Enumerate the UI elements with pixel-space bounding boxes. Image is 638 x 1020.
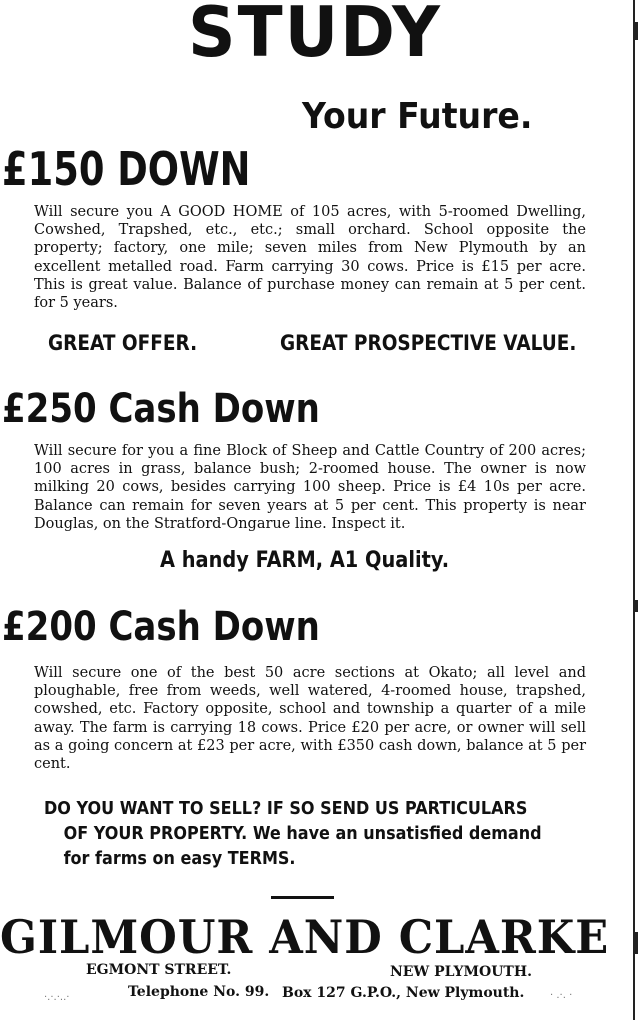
call-to-action-line: OF YOUR PROPERTY. We have an unsatisfied demand xyxy=(63,823,542,844)
headline-your-future: Your Future. xyxy=(302,96,533,137)
firm-town: NEW PLYMOUTH. xyxy=(390,964,532,980)
firm-name: GILMOUR AND CLARKE xyxy=(0,910,610,964)
firm-telephone: Telephone No. 99. xyxy=(128,984,270,1000)
firm-street: EGMONT STREET. xyxy=(86,962,232,978)
slogan-prospective-value: GREAT PROSPECTIVE VALUE. xyxy=(280,331,577,355)
call-to-action-line: for farms on easy TERMS. xyxy=(63,848,296,869)
offer-price-250: £250 Cash Down xyxy=(2,386,320,432)
firm-po-box: Box 127 G.P.O., New Plymouth. xyxy=(282,985,525,1001)
print-speckle: ·.·.·..· xyxy=(44,992,70,1003)
slogan-quality: A handy FARM, A1 Quality. xyxy=(160,548,450,573)
offer-description-250: Will secure for you a fine Block of Sheep and Cattle Country of 200 acres; 100 acres in grass, balance bush; 2-roomed house. The owner is now milking 20 cows, besides carrying 100 sheep. Price is £4 10s per acre. Balance can remain for seven years at 5 per cent. This property is near Douglas, on the Stratford-Ongarue line. Inspect it. xyxy=(34,443,586,532)
print-speckle: · .·. · xyxy=(550,990,573,1001)
slogan-great-offer: GREAT OFFER. xyxy=(48,331,198,355)
offer-price-200: £200 Cash Down xyxy=(2,604,320,650)
offer-description-200: Will secure one of the best 50 acre sections at Okato; all level and ploughable, free from weeds, well watered, 4-roomed house, trapshed, cowshed, etc. Factory opposite, school and township a quarter of a mile away. The farm is carrying 18 cows. Price £20 per acre, or owner will sell as a going concern at £23 per acre, with £350 cash down, balance at 5 per cent. xyxy=(34,665,586,773)
call-to-action xyxy=(44,796,578,871)
offer-description-150: Will secure you A GOOD HOME of 105 acres, with 5-roomed Dwelling, Cowshed, Trapshed, etc., etc.; small orchard. School opposite the property; factory, one mile; seven miles from New Plymouth by an excellent metalled road. Farm carrying 30 cows. Price is £15 per acre. This is great value. Balance of purchase money can remain at 5 per cent. for 5 years. xyxy=(34,204,586,312)
offer-price-150: £150 DOWN xyxy=(2,142,251,196)
headline-study: STUDY xyxy=(188,0,442,73)
call-to-action-line: DO YOU WANT TO SELL? IF SO SEND US PARTICULARS xyxy=(44,798,528,819)
page-edge-line xyxy=(633,0,635,1020)
section-divider xyxy=(271,896,334,899)
